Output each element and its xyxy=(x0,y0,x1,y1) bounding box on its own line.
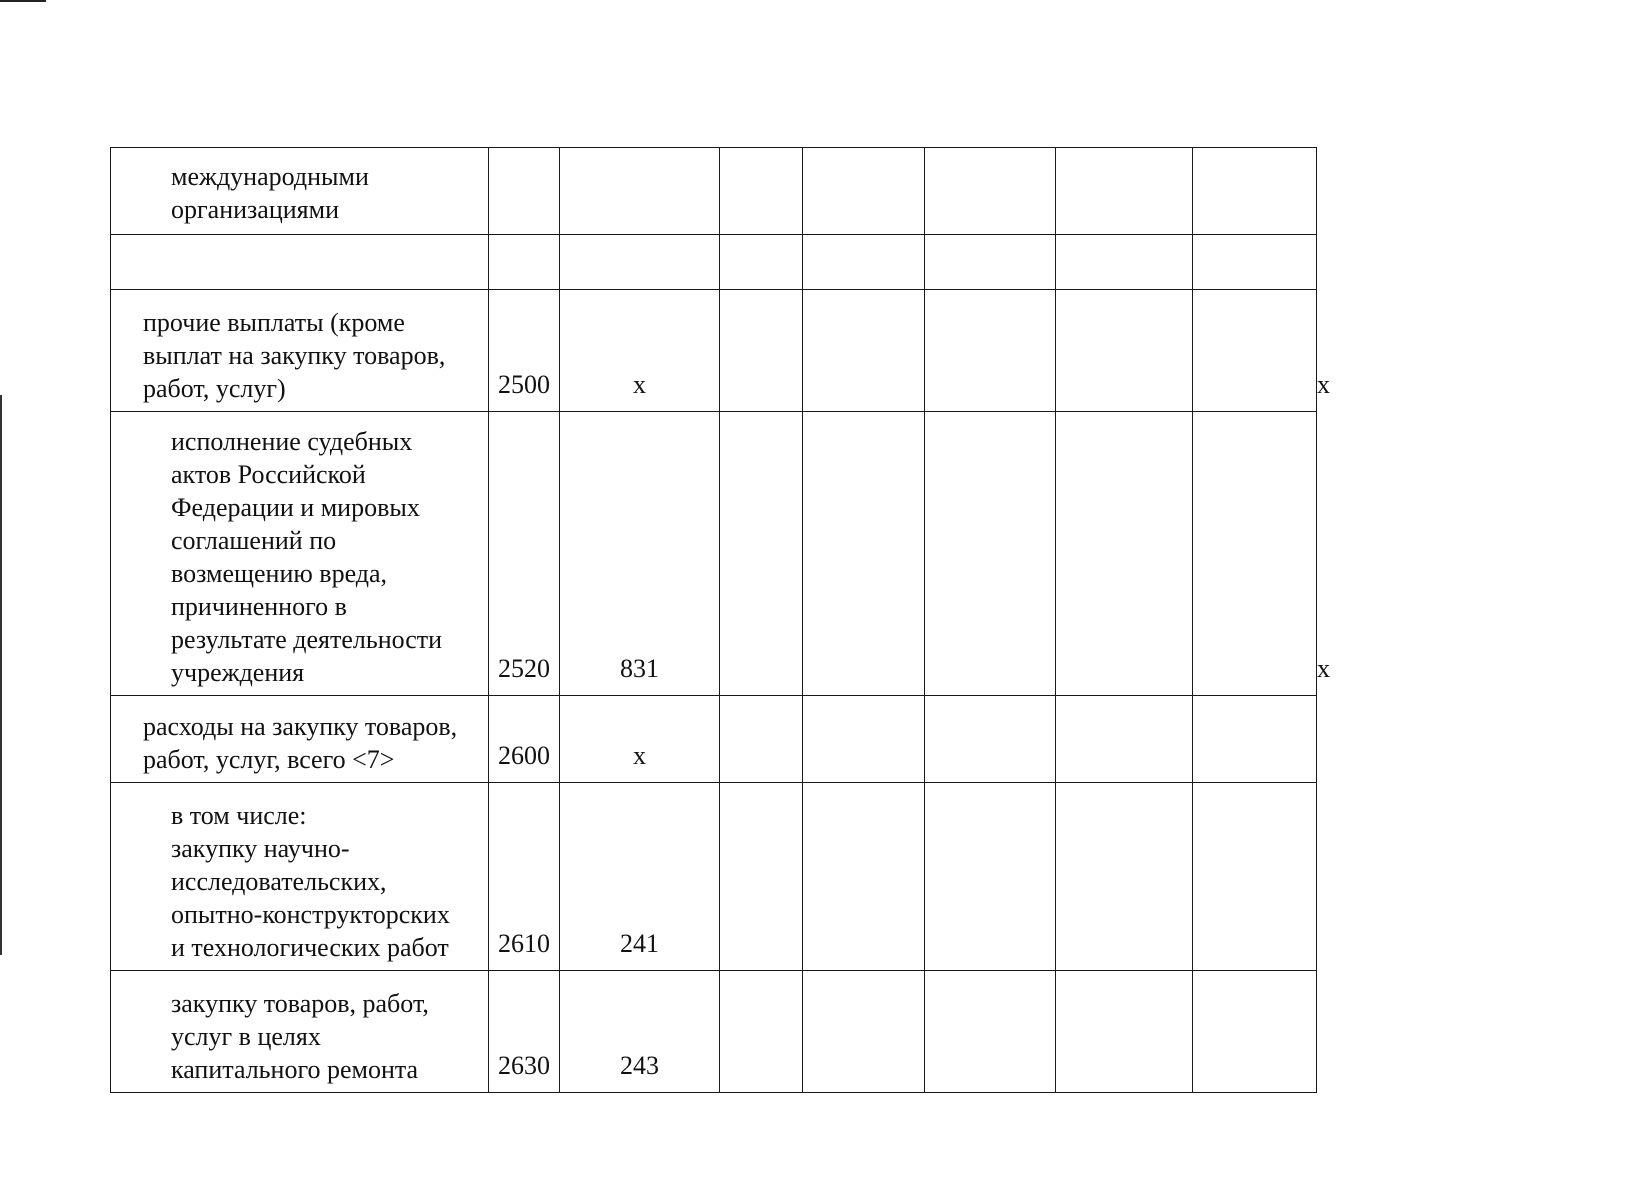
row-value-cell xyxy=(720,696,803,783)
table-row: исполнение судебных актов Российской Федерации и мировых соглашений по возмещению вреда, причиненного в результате деятельности учреждения 2520 831 х xyxy=(111,412,1317,696)
row-kbk-cell: х xyxy=(560,696,720,783)
row-name-cell xyxy=(111,412,489,696)
row-name-line: соглашений по xyxy=(171,526,337,555)
row-value-cell xyxy=(925,290,1056,412)
row-name-line: организациями xyxy=(171,195,339,224)
row-name-line: результате деятельности xyxy=(171,625,443,654)
row-name-line: работ, услуг) xyxy=(143,374,286,403)
row-value-cell xyxy=(1056,783,1193,971)
row-name-line: работ, услуг, всего <7> xyxy=(143,745,395,774)
row-code-cell: 2630 xyxy=(489,971,560,1093)
row-value-cell xyxy=(1193,148,1317,235)
scan-edge-mark xyxy=(0,0,46,2)
row-code-cell: 2600 xyxy=(489,696,560,783)
row-value-cell xyxy=(925,412,1056,696)
row-code-cell: 2500 xyxy=(489,290,560,412)
row-value-cell xyxy=(1056,290,1193,412)
row-value-cell xyxy=(720,783,803,971)
row-kbk-cell: 831 xyxy=(560,412,720,696)
row-name-line: Федерации и мировых xyxy=(171,493,420,522)
row-name-line: выплат на закупку товаров, xyxy=(143,341,446,370)
row-name-cell xyxy=(111,696,489,783)
table-row xyxy=(111,148,1317,235)
expenses-table xyxy=(110,147,1330,1093)
row-value-cell xyxy=(925,148,1056,235)
row-kbk-cell: х xyxy=(560,290,720,412)
row-name-line: учреждения xyxy=(171,658,305,687)
row-name-line: возмещению вреда, xyxy=(171,559,388,588)
row-name-cell xyxy=(111,783,489,971)
row-value-cell xyxy=(803,696,925,783)
row-name-line: капитального ремонта xyxy=(171,1055,419,1084)
table-row: прочие выплаты (кроме выплат на закупку товаров, работ, услуг) 2500 х х xyxy=(111,290,1317,412)
row-value-cell xyxy=(1193,696,1317,783)
row-name-line: закупку товаров, работ, xyxy=(171,989,429,1018)
row-name-line: в том числе: xyxy=(171,801,307,830)
scan-edge-mark xyxy=(0,395,2,955)
row-name-line: актов Российской xyxy=(171,460,366,489)
row-value-cell xyxy=(1056,971,1193,1093)
row-kbk-cell xyxy=(560,148,720,235)
row-name-line: исследовательских, xyxy=(171,867,387,896)
row-code-cell xyxy=(489,148,560,235)
row-name-line: и технологических работ xyxy=(171,933,449,962)
row-value-cell xyxy=(803,412,925,696)
row-name-line: опытно-конструкторских xyxy=(171,900,450,929)
row-value-cell xyxy=(1056,148,1193,235)
row-value-cell xyxy=(1193,290,1317,412)
row-value-cell xyxy=(1193,235,1317,290)
row-value-cell xyxy=(720,971,803,1093)
row-name-cell xyxy=(111,235,489,290)
row-value-cell xyxy=(1056,235,1193,290)
row-code-cell: 2520 xyxy=(489,412,560,696)
row-name-line: исполнение судебных xyxy=(171,427,413,456)
table-row xyxy=(111,235,1317,290)
row-kbk-cell: 243 xyxy=(560,971,720,1093)
row-value-cell xyxy=(1193,412,1317,696)
row-value-cell xyxy=(925,971,1056,1093)
row-code-cell xyxy=(489,235,560,290)
row-name-cell xyxy=(111,148,489,235)
row-name-line: закупку научно- xyxy=(171,834,350,863)
row-value-cell xyxy=(925,783,1056,971)
row-value-cell xyxy=(803,235,925,290)
row-value-cell xyxy=(803,290,925,412)
row-value-cell xyxy=(1056,412,1193,696)
row-name-line: причиненного в xyxy=(171,592,347,621)
row-value-cell xyxy=(803,148,925,235)
table-row xyxy=(111,783,1317,971)
row-value-cell xyxy=(803,971,925,1093)
row-name-line: расходы на закупку товаров, xyxy=(143,712,458,741)
row-value-cell xyxy=(720,148,803,235)
row-value-cell xyxy=(803,783,925,971)
row-name-line: услуг в целях xyxy=(171,1022,321,1051)
table-row xyxy=(111,971,1317,1093)
row-code-cell: 2610 xyxy=(489,783,560,971)
row-value-cell xyxy=(1056,696,1193,783)
row-value-cell xyxy=(720,235,803,290)
row-value-cell xyxy=(720,412,803,696)
row-kbk-cell xyxy=(560,235,720,290)
row-name-line: международными xyxy=(171,162,369,191)
row-value-cell xyxy=(925,235,1056,290)
row-value-cell xyxy=(720,290,803,412)
row-name-cell xyxy=(111,290,489,412)
row-name-line: прочие выплаты (кроме xyxy=(143,308,405,337)
row-value-cell xyxy=(1193,783,1317,971)
row-value-cell xyxy=(1193,971,1317,1093)
row-name-cell xyxy=(111,971,489,1093)
table-row xyxy=(111,696,1317,783)
row-kbk-cell: 241 xyxy=(560,783,720,971)
row-value-cell xyxy=(925,696,1056,783)
